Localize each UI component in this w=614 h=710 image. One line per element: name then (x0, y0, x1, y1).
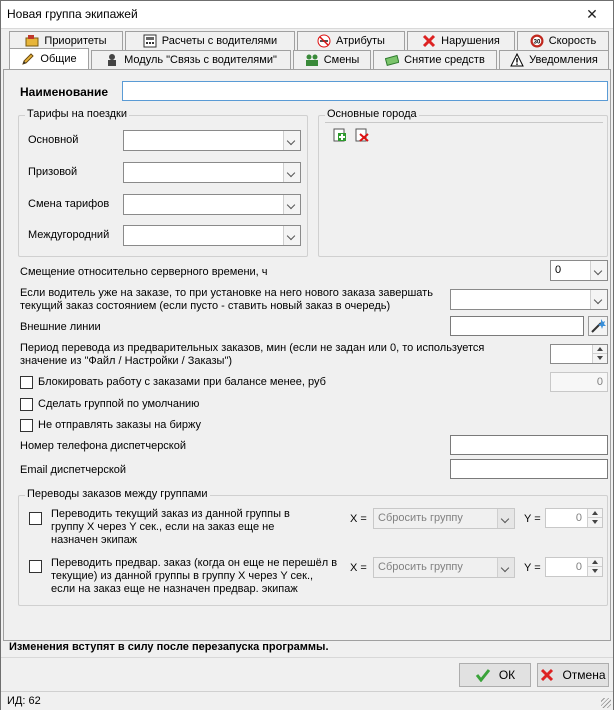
main-cities-group (318, 108, 608, 257)
spin-down-icon[interactable] (592, 354, 607, 363)
name-input[interactable] (122, 81, 608, 101)
tab-label: Общие (40, 53, 77, 65)
add-city-icon[interactable] (333, 128, 347, 142)
spin-up-icon[interactable] (587, 558, 602, 567)
chevron-down-icon[interactable] (283, 131, 300, 150)
people-icon (305, 53, 319, 67)
chevron-down-icon[interactable] (283, 163, 300, 182)
tariffs-group (18, 108, 308, 257)
cancel-button[interactable] (537, 663, 609, 687)
status-bar (1, 691, 613, 710)
preorder-period-label-line1: Период перевода из предварительных заказов, мин (если не задан или 0, то используется (20, 342, 485, 354)
tab-label: Скорость (548, 35, 597, 47)
transfer-preorder-text-1: Переводить предвар. заказ (когда он еще не перешёл в (51, 557, 338, 569)
close-icon[interactable]: ✕ (586, 6, 598, 22)
tab-label: Модуль "Связь с водителями" (124, 54, 277, 66)
preorder-period-label-line2: значение из "Файл / Настройки / Заказы") (20, 355, 233, 367)
transfer-preorder-group-combo[interactable]: Сбросить группу (373, 557, 515, 578)
transfers-group-title: Переводы заказов между группами (27, 488, 208, 500)
busy-driver-state-combo[interactable] (450, 289, 608, 310)
chevron-down-icon[interactable] (590, 261, 607, 280)
spin-down-icon[interactable] (587, 518, 602, 527)
edit-lines-button[interactable] (588, 316, 608, 336)
transfer-preorder-x-label: X = (350, 562, 367, 574)
no-exchange-label: Не отправлять заказы на биржу (38, 419, 202, 431)
tab-general[interactable] (9, 48, 89, 69)
tariff-intercity-combo[interactable] (123, 225, 301, 246)
external-lines-input[interactable] (450, 316, 584, 336)
transfer-preorder-text-3: если на заказ еще не назначен предвар. экипаж (51, 583, 298, 595)
transfer-preorder-checkbox[interactable] (29, 560, 42, 573)
dispatch-email-input[interactable] (450, 459, 608, 479)
window-title: Новая группа экипажей (7, 7, 138, 21)
preorder-period-spinner[interactable] (550, 344, 608, 364)
divider (325, 122, 603, 123)
tab-row-1 (3, 31, 611, 51)
default-group-checkbox[interactable] (20, 398, 33, 411)
resize-grip-icon[interactable] (601, 698, 611, 708)
restart-notice: Изменения вступят в силу после перезапуска программы. (9, 641, 329, 653)
dispatch-email-label: Email диспетчерской (20, 464, 127, 476)
tariff-prize-combo[interactable] (123, 162, 301, 183)
spin-down-icon[interactable] (587, 567, 602, 576)
tab-label: Расчеты с водителями (161, 35, 278, 47)
tariff-intercity-label: Междугородний (28, 229, 110, 241)
default-group-label: Сделать группой по умолчанию (38, 398, 200, 410)
tab-label: Смены (323, 54, 360, 66)
transfer-current-seconds-spinner[interactable]: 0 (545, 508, 603, 528)
tab-label: Приоритеты (44, 35, 107, 47)
tab-driver-calculations[interactable] (125, 31, 295, 50)
transfer-current-y-label: Y = (524, 513, 541, 525)
ok-button[interactable] (459, 663, 531, 687)
block-balance-label: Блокировать работу с заказами при балансе менее, руб (38, 376, 326, 388)
block-balance-checkbox[interactable] (20, 376, 33, 389)
calculator-icon (143, 34, 157, 48)
transfer-preorder-y-label: Y = (524, 562, 541, 574)
wand-icon (589, 317, 607, 335)
time-offset-combo[interactable]: 0 (550, 260, 608, 281)
tab-violations[interactable] (407, 31, 515, 50)
ok-button-label: ОК (498, 668, 516, 682)
transfer-current-checkbox[interactable] (29, 512, 42, 525)
spin-up-icon[interactable] (587, 509, 602, 518)
main-cities-group-title: Основные города (327, 108, 417, 120)
tariff-change-combo[interactable] (123, 194, 301, 215)
chevron-down-icon[interactable] (497, 509, 514, 528)
tab-label: Снятие средств (404, 54, 485, 66)
tariffs-group-title: Тарифы на поездки (27, 108, 127, 120)
tariff-change-label: Смена тарифов (28, 198, 110, 210)
chevron-down-icon[interactable] (590, 290, 607, 309)
dispatch-phone-input[interactable] (450, 435, 608, 455)
tab-label: Атрибуты (336, 35, 385, 47)
red-x-icon (540, 668, 554, 682)
no-smoking-icon (317, 34, 331, 48)
transfer-current-x-label: X = (350, 513, 367, 525)
tariff-main-combo[interactable] (123, 130, 301, 151)
spin-up-icon[interactable] (592, 345, 607, 354)
tab-label: Уведомления (529, 54, 598, 66)
tab-driver-module[interactable] (91, 50, 291, 69)
checkmark-icon (475, 668, 491, 682)
transfer-current-text-3: назначен экипаж (51, 534, 138, 546)
external-lines-label: Внешние линии (20, 321, 101, 333)
block-balance-input[interactable]: 0 (550, 372, 608, 392)
chevron-down-icon[interactable] (497, 558, 514, 577)
divider (1, 657, 613, 658)
transfer-current-text-1: Переводить текущий заказ из данной группы в (51, 508, 290, 520)
speed-limit-icon (530, 34, 544, 48)
chevron-down-icon[interactable] (283, 195, 300, 214)
tab-row-2 (3, 50, 611, 70)
transfer-current-group-combo[interactable]: Сбросить группу (373, 508, 515, 529)
title-bar (1, 1, 613, 29)
tab-label: Нарушения (441, 35, 500, 47)
name-label: Наименование (20, 85, 109, 99)
transfers-group (18, 488, 608, 606)
record-id: ИД: 62 (7, 695, 41, 707)
warning-icon (510, 53, 524, 67)
general-tab-panel (3, 69, 611, 641)
cancel-button-label: Отмена (562, 668, 606, 682)
busy-driver-label-line1: Если водитель уже на заказе, то при установке на него нового заказа завершать (20, 287, 433, 299)
transfer-preorder-seconds-spinner[interactable]: 0 (545, 557, 603, 577)
tab-attributes[interactable] (297, 31, 405, 50)
red-x-icon (422, 34, 436, 48)
tariff-prize-label: Призовой (28, 166, 78, 178)
dispatch-phone-label: Номер телефона диспетчерской (20, 440, 187, 452)
time-offset-label: Смещение относительно серверного времени, ч (20, 266, 268, 278)
pencil-icon (21, 52, 35, 66)
tab-notifications[interactable] (499, 50, 609, 69)
busy-driver-label-line2: текущий заказ состоянием (если пусто - ставить новый заказ в очередь) (20, 300, 391, 312)
driver-icon (105, 53, 119, 67)
delete-city-icon[interactable] (355, 128, 369, 142)
tab-shifts[interactable] (293, 50, 371, 69)
transfer-preorder-text-2: текущие) из данной группы в группу X через Y сек., (51, 570, 314, 582)
money-icon (385, 53, 399, 67)
chevron-down-icon[interactable] (283, 226, 300, 245)
tab-withdrawals[interactable] (373, 50, 497, 69)
transfer-current-text-2: группу X через Y сек., если на заказ еще не (51, 521, 275, 533)
no-exchange-checkbox[interactable] (20, 419, 33, 432)
tariff-main-label: Основной (28, 134, 79, 146)
svg-text:30: 30 (533, 39, 541, 46)
priority-icon (25, 34, 39, 48)
tab-speed[interactable] (517, 31, 609, 50)
